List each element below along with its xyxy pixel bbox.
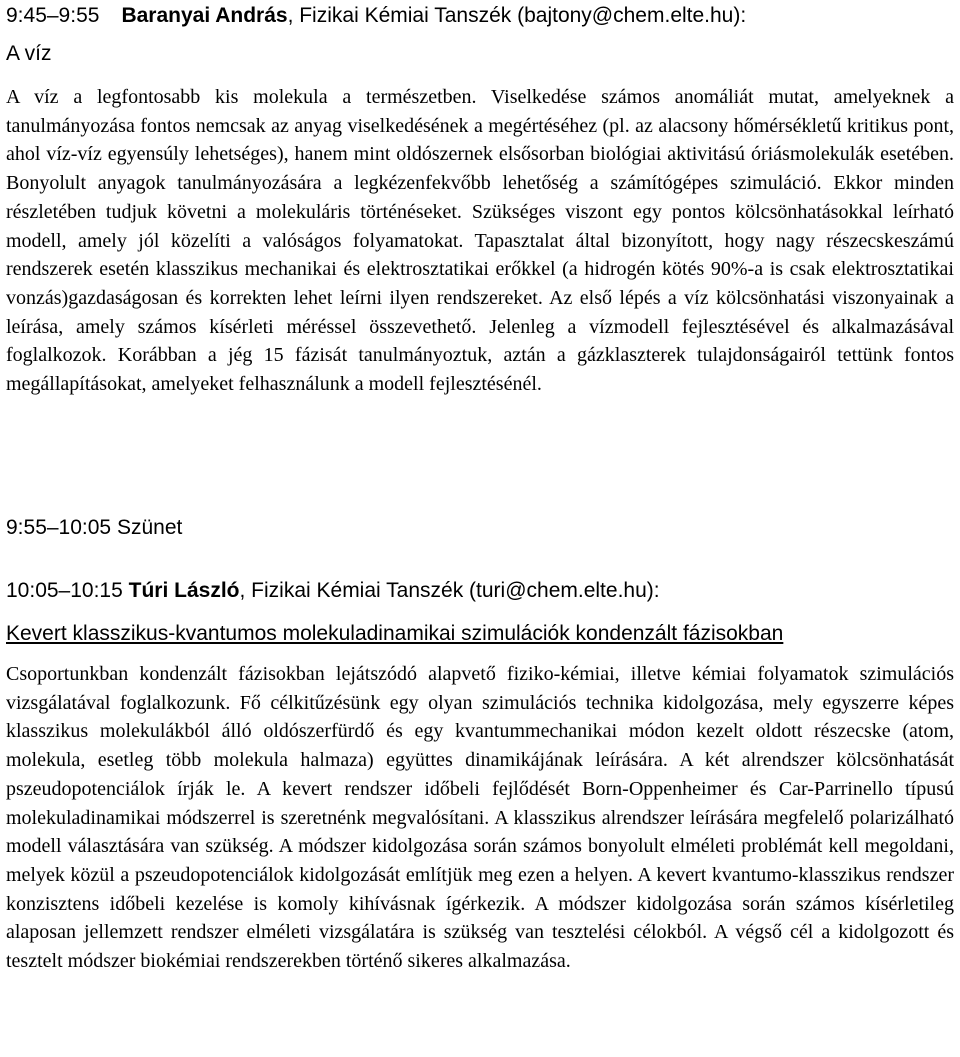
talk1-speaker: Baranyai András	[121, 4, 288, 27]
talk1-time: 9:45–9:55	[6, 4, 100, 27]
talk2-speaker: Túri László	[128, 579, 240, 602]
talk1-title: A víz	[6, 42, 52, 65]
break-time: 9:55–10:05	[6, 516, 112, 539]
talk2-email-link[interactable]: turi@chem.elte.hu	[476, 579, 647, 602]
talk1-header	[6, 2, 746, 30]
talk1-abstract: A víz a legfontosabb kis molekula a természetben. Viselkedése számos anomáliát mutat, amelyeknek a tanulmányozása fontos nemcsak az anyag viselkedésének a megértéséhez (pl. az alacsony hőmérsékletű kritikus pont, ahol víz-víz egyensúly lehetséges), hanem mint oldószernek elsősorban biológiai aktivitású óriásmolekulák esetében. Bonyolult anyagok tanulmányozására a legkézenfekvőbb lehetőség a számítógépes szimuláció. Ekkor minden részletében tudjuk követni a molekuláris történéseket. Szükséges viszont egy pontos kölcsönhatásokkal leírható modell, amely jól közelíti a valóságos folyamatokat. Tapasztalat által bizonyított, hogy nagy részecskeszámú rendszerek esetén klasszikus mechanikai és elektrosztatikai erőkkel (a hidrogén kötés 90%-a is csak elektrosztatikai vonzás)gazdaságosan és korrekten lehet leírni ilyen rendszereket. Az első lépés a víz kölcsönhatási viszonyainak a leírása, amely számos kísérleti méréssel összevethető. Jelenleg a vízmodell fejlesztésével és alkalmazásával foglalkozok. Korábban a jég 15 fázisát tanulmányoztuk, aztán a gázklaszterek tulajdonságairól tettünk fontos megállapításokat, amelyeket felhasználunk a modell fejlesztésénél.	[6, 86, 954, 396]
talk2-affiliation-prefix: , Fizikai Kémiai Tanszék (	[239, 579, 477, 602]
talk2-affiliation-suffix: ):	[646, 579, 660, 602]
talk2-title: Kevert klasszikus-kvantumos molekuladinamikai szimulációk kondenzált fázisokban	[6, 622, 784, 645]
talk1-email-link[interactable]: bajtony@chem.elte.hu	[524, 4, 734, 27]
break-line	[6, 514, 182, 542]
break-label: Szünet	[116, 516, 183, 539]
talk2-abstract: Csoportunkban kondenzált fázisokban lejátszódó alapvető fiziko-kémiai, illetve kémiai folyamatok szimulációs vizsgálatával foglalkozunk. Fő célkitűzésünk egy olyan szimulációs technika kidolgozása, mely egyszerre képes klasszikus molekulákból álló oldószerfürdő és egy kvantummechanikai módon kezelt oldott részecske (atom, molekula, esetleg több molekula halmaza) együttes dinamikájának leírására. A két alrendszer kölcsönhatását pszeudopotenciálok írják le. A kevert rendszer időbeli fejlődését Born-Oppenheimer és Car-Parrinello típusú molekuladinamikai módszerrel is szeretnénk megvalósítani. A klasszikus alrendszer leírására megfelelő polarizálható modell választására van szükség. A módszer kidolgozása során számos bonyolult elméleti problémát kell megoldani, melyek közül a pszeudopotenciálok kidolgozását említjük meg ezen a helyen. A kevert kvantumo-klasszikus rendszer konzisztens időbeli kezelése is komoly kihívásnak ígérkezik. A módszer kidolgozása során számos kísérletileg alaposan jellemzett rendszer elméleti vizsgálatára is szükség van tesztelési célokból. A végső cél a kidolgozott és tesztelt módszer biokémiai rendszerekben történő sikeres alkalmazása.	[6, 663, 954, 973]
talk1-affiliation-suffix: ):	[733, 4, 747, 27]
talk1-affiliation-prefix: , Fizikai Kémiai Tanszék (	[287, 4, 525, 27]
talk2-time: 10:05–10:15	[6, 579, 123, 602]
talk2-header	[6, 577, 660, 605]
